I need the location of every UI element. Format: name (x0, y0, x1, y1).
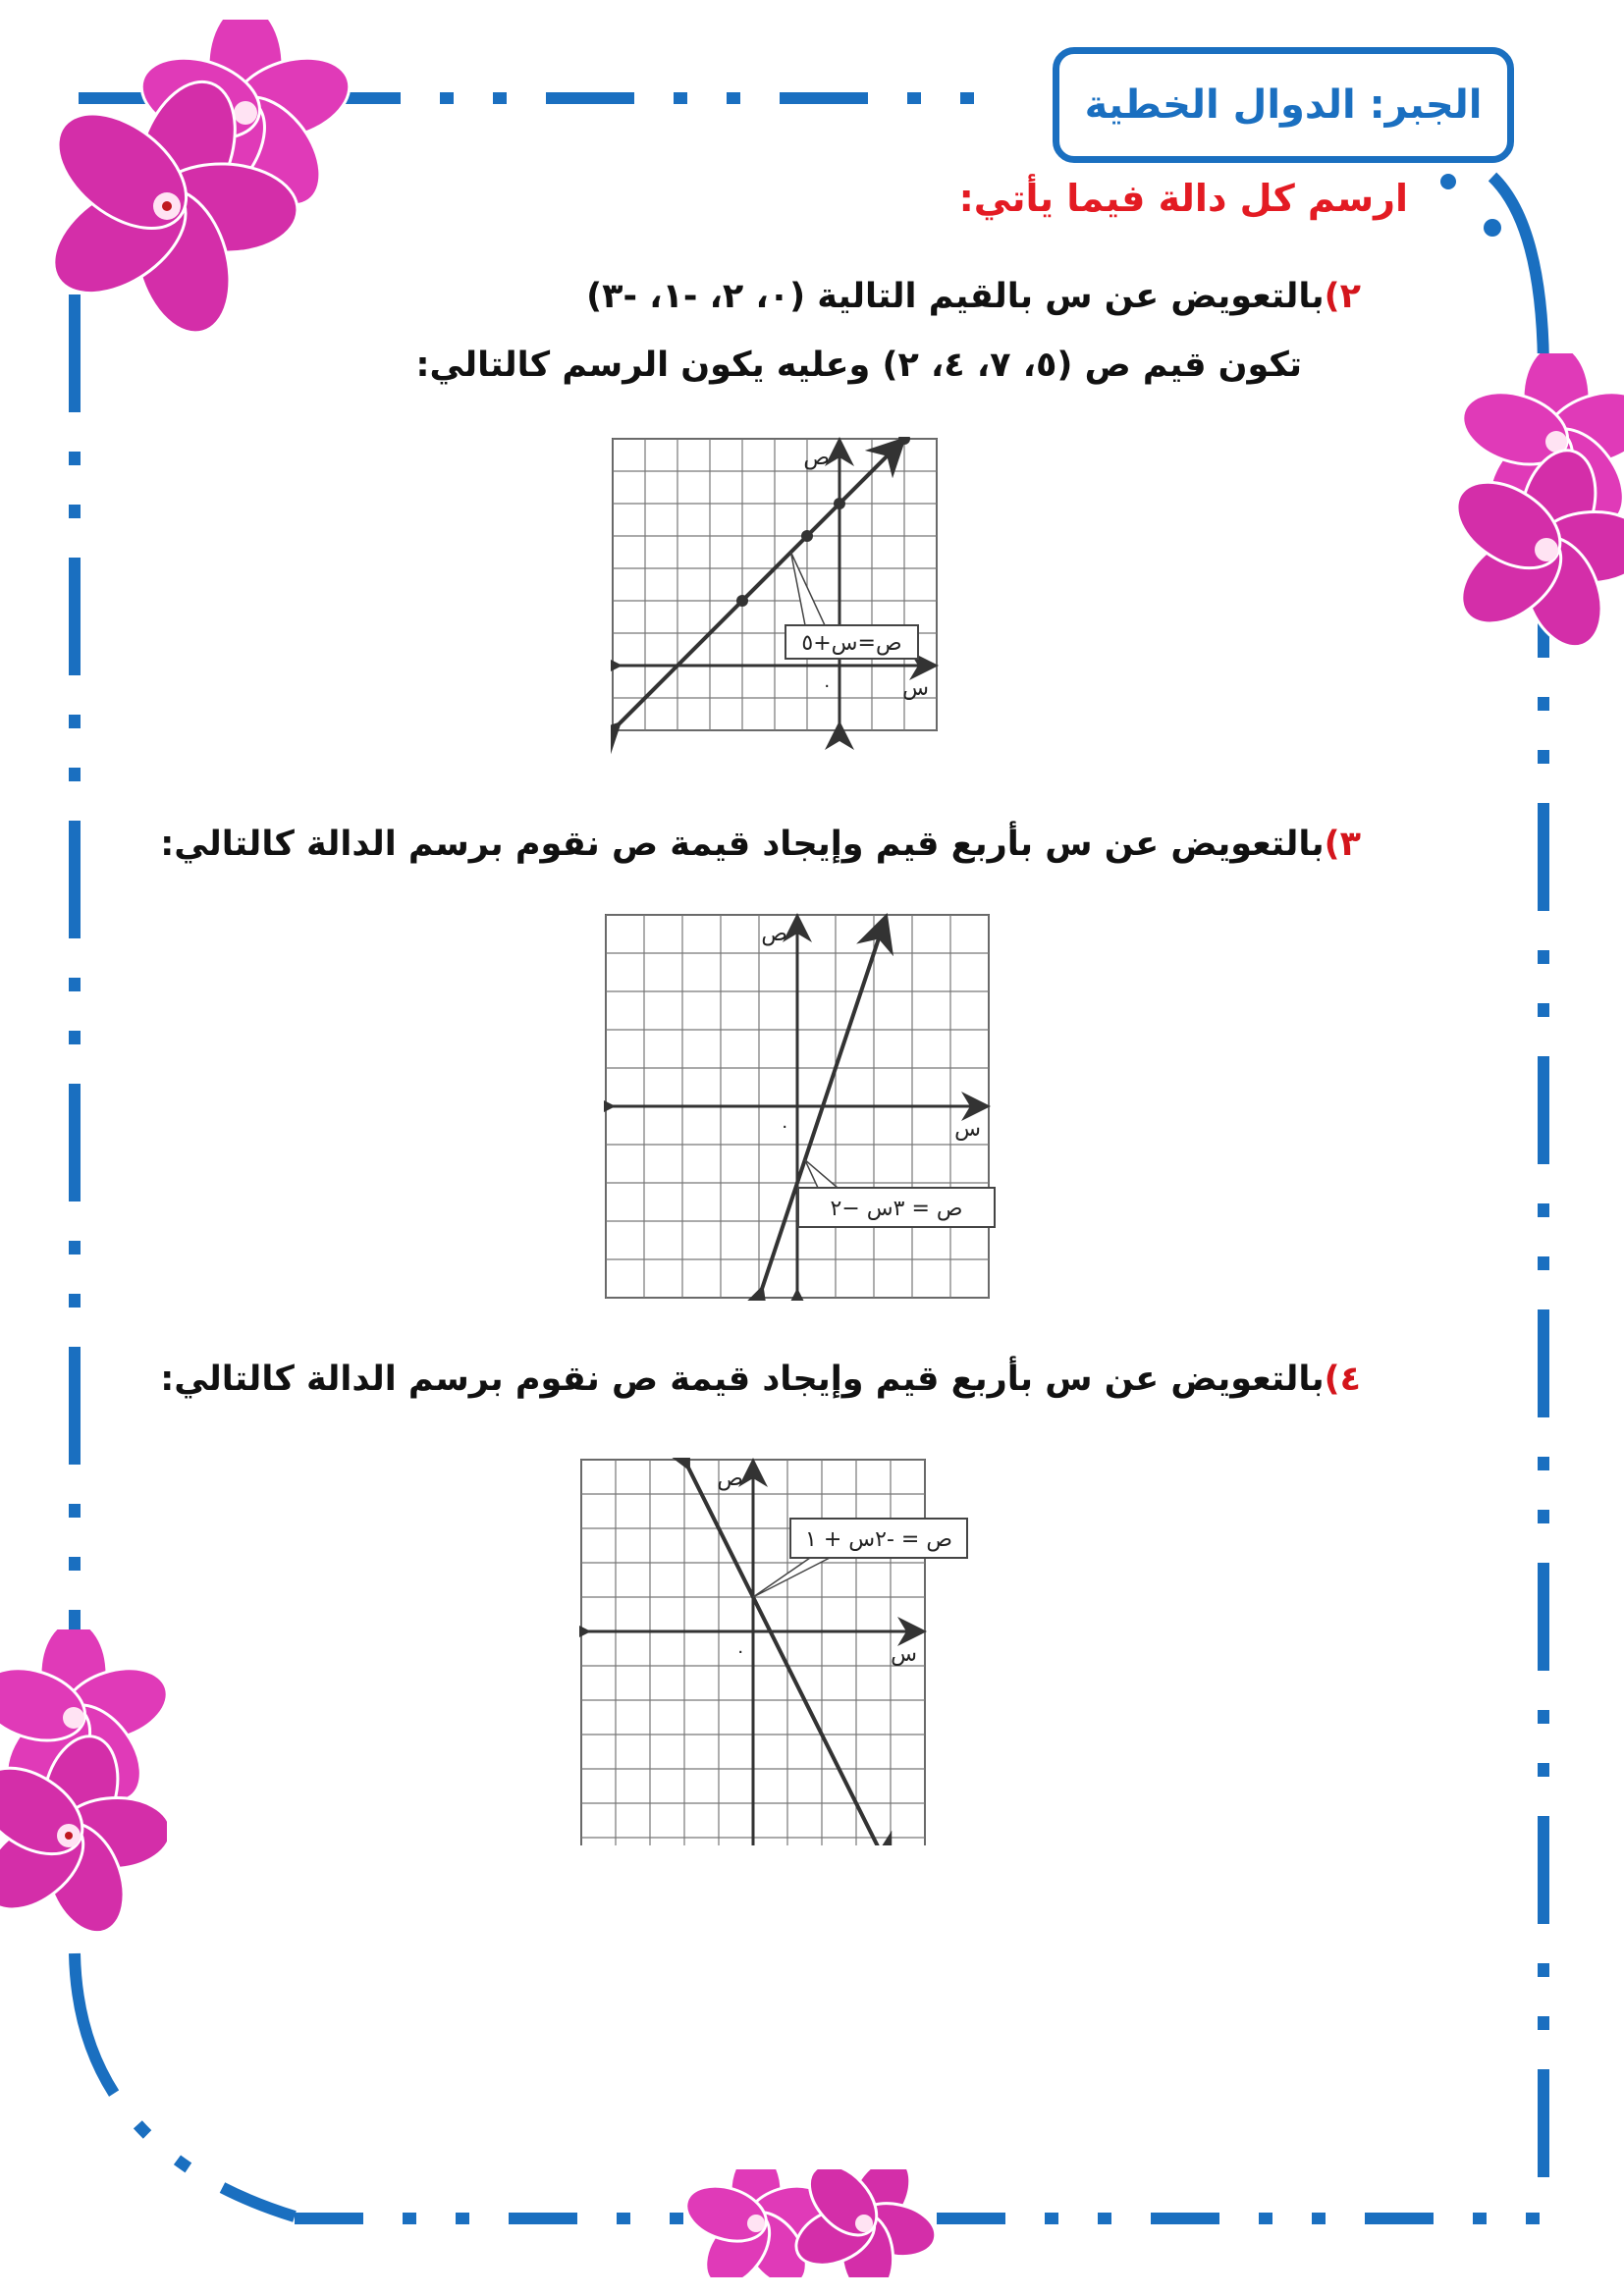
data-point (801, 530, 813, 542)
x-axis-label: س (902, 676, 929, 701)
origin-label: ٠ (822, 675, 832, 696)
item-text: تكون قيم ص (٥، ٧، ٤، ٢) وعليه يكون الرسم كالتالي: (415, 346, 1302, 385)
item-2-line-2 (416, 346, 1302, 385)
flower-decoration-top-left (0, 20, 353, 344)
item-number: ٣ (1339, 825, 1361, 864)
flower-decoration-right (1453, 353, 1624, 687)
graph-3 (579, 1458, 1046, 1845)
item-3-line-1 (160, 825, 1361, 864)
flower-decoration-bottom (668, 2169, 962, 2277)
data-point (834, 498, 845, 509)
equation-label: ص=س+٥ (801, 631, 902, 656)
y-axis-label: ص (761, 922, 787, 946)
item-2-line-1 (586, 277, 1361, 316)
item-paren: ) (1324, 825, 1340, 864)
data-point (736, 595, 748, 607)
equation-label: ص = ٣س −٢ (830, 1197, 963, 1221)
item-paren: ) (1324, 1360, 1340, 1399)
item-number: ٤ (1339, 1360, 1361, 1399)
equation-label: ص = -٢س + ١ (805, 1527, 952, 1552)
item-number: ٢ (1339, 277, 1361, 316)
flower-decoration-bottom-left (0, 1629, 167, 1953)
graph-2 (604, 913, 1001, 1301)
graph-1 (611, 437, 945, 773)
title-box (1053, 47, 1514, 163)
x-axis-label: س (954, 1117, 981, 1142)
item-text: بالتعويض عن س بأربع قيم وإيجاد قيمة ص نقوم برسم الدالة كالتالي: (160, 1360, 1325, 1399)
page-title: الجبر: الدوال الخطية (1084, 82, 1483, 128)
item-paren: ) (1324, 277, 1340, 316)
y-axis-label: ص (803, 446, 830, 470)
item-text: بالتعويض عن س بالقيم التالية (٠، ٢، -١، -٣) (586, 277, 1325, 316)
item-4-line-1 (160, 1360, 1361, 1399)
origin-label: ٠ (735, 1641, 745, 1662)
y-axis-label: ص (717, 1467, 743, 1491)
x-axis-label: س (891, 1642, 917, 1667)
instruction-text: ارسم كل دالة فيما يأتي: (958, 177, 1408, 220)
item-text: بالتعويض عن س بأربع قيم وإيجاد قيمة ص نقوم برسم الدالة كالتالي: (160, 825, 1325, 864)
origin-label: ٠ (780, 1116, 789, 1137)
